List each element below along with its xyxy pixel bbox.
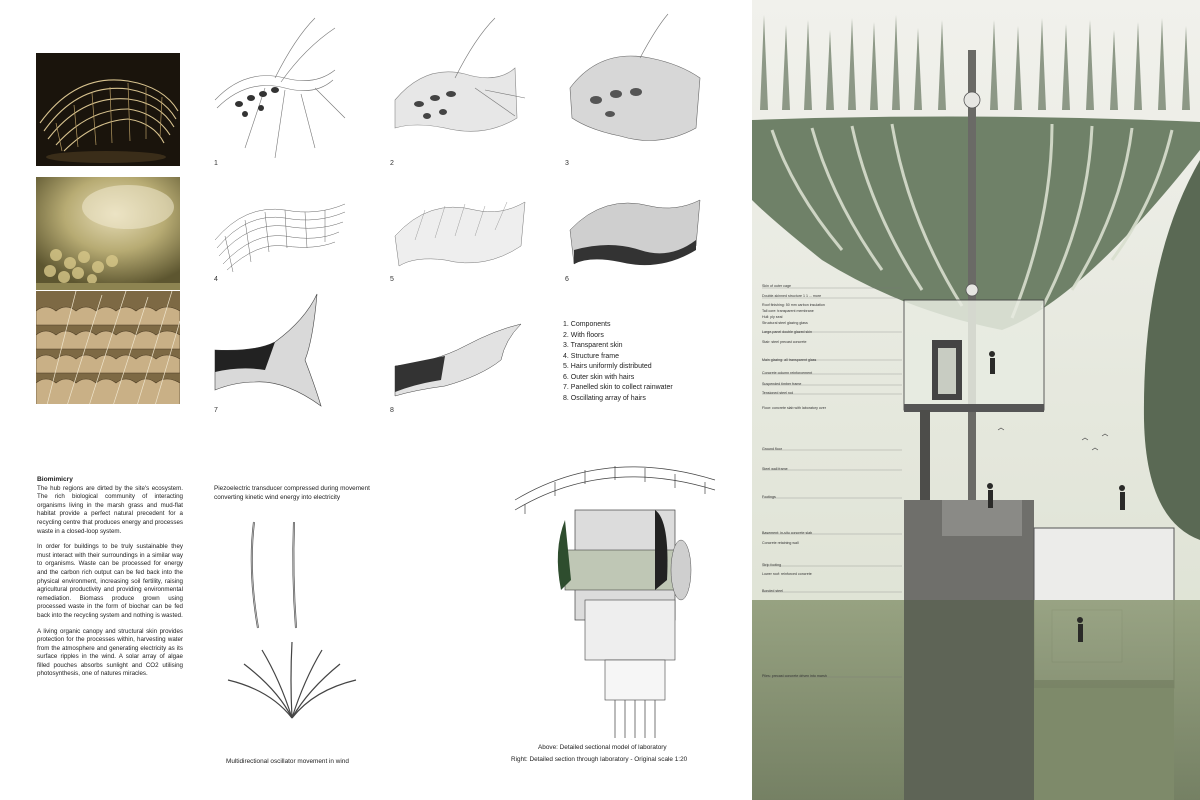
model-caption-right: Right: Detailed section through laboratory - Original scale 1:20 [511, 756, 688, 763]
section-annotation: Basement: in-situ concrete slab [762, 531, 813, 535]
section-annotation: Tensioned steel rod [762, 391, 794, 395]
model-caption-above: Above: Detailed sectional model of laboratory [538, 744, 667, 751]
legend-item: 8. Oscillating array of hairs [563, 394, 646, 402]
laboratory-model-drawing [505, 460, 725, 740]
seed-pod-photo [36, 177, 180, 290]
section-annotation: Strip footing [762, 563, 782, 567]
diagram-number: 7 [214, 407, 218, 414]
diagram-number: 3 [565, 160, 569, 167]
diagram-number: 8 [390, 407, 394, 414]
diagram-number: 5 [390, 276, 394, 283]
section-annotation: Hull: ply seal [762, 315, 783, 319]
section-annotation: Double-skinned structure 1 1 ... more [762, 294, 822, 298]
section-annotation: Piles: precast concrete driven into marsh [762, 674, 827, 678]
biomimicry-paragraph: The hub regions are dirted by the site's ecosystem. The rich biological community of interacting organisms living in the marsh grass and mud-flat habitat provide a perfect natural precedent for a recycling centre that produces energy and processes waste in a closed-loop system. [37, 484, 183, 535]
section-annotation: Large-panel double glazed skin [762, 330, 812, 334]
section-annotation: Footings [762, 495, 776, 499]
oscillator-drawing [222, 640, 362, 720]
section-annotation: Stair: steel precast concrete [762, 340, 807, 344]
diagram-number: 1 [214, 160, 218, 167]
laboratory-section-drawing [752, 0, 1200, 800]
biomimicry-paragraph: A living organic canopy and structural skin provides protection for the processes within, harvesting water from the atmosphere and generating electricity as its surface ripples in the wind. A solar array of algae filled pouches absorbs sunlight and CO2 utilising photosynthesis, one of natures miracles. [37, 627, 183, 678]
biomimicry-text [37, 476, 183, 686]
section-annotation: Suspended timber frame [762, 382, 802, 386]
diagram-number: 4 [214, 276, 218, 283]
section-annotation: Lower roof: reinforced concrete [762, 572, 812, 576]
legend-item: 3. Transparent skin [563, 342, 623, 349]
legend-item: 6. Outer skin with hairs [563, 373, 635, 381]
legend-item: 4. Structure frame [563, 352, 620, 360]
section-annotation: Roof finishing: 50 mm carbon insulation [762, 303, 825, 307]
diagram-legend [563, 320, 673, 404]
legend-item: 7. Panelled skin to collect rainwater [563, 384, 673, 391]
legend-item: 1. Components [563, 321, 611, 328]
section-annotation: Ground floor [762, 447, 782, 451]
diagram-with-floors [385, 8, 535, 158]
section-annotation: Steel wall frame [762, 467, 788, 471]
section-annotation: Concrete retaining wall [762, 541, 799, 545]
scales-hairs-photo [36, 291, 180, 404]
section-annotation: Main glazing: all transparent glass [762, 358, 817, 362]
diagram-outer-skin-hairs [560, 180, 710, 280]
section-annotation: Skin of outer cage [762, 284, 791, 288]
diagram-number: 6 [565, 276, 569, 283]
piezo-hair-drawing [232, 520, 322, 630]
section-annotation: Bonded steel [762, 589, 783, 593]
diagram-oscillating-hairs [385, 300, 535, 410]
oscillator-caption: Multidirectional oscillator movement in wind [226, 758, 349, 765]
legend-item: 5. Hairs uniformly distributed [563, 363, 652, 370]
diagram-structure-frame [205, 180, 355, 280]
section-annotation: Floor: concrete slab with laboratory over [762, 406, 826, 410]
diagram-components [205, 8, 355, 158]
legend-item: 2. With floors [563, 331, 604, 339]
biomimicry-heading: Biomimicry [37, 476, 73, 483]
piezo-caption: Piezoelectric transducer compressed during movement converting kinetic wind energy into electricity [214, 485, 370, 501]
section-annotation: Tall core: transparent membrane [762, 309, 814, 313]
diagram-transparent-skin [560, 8, 710, 158]
diagram-hairs-distributed [385, 180, 535, 280]
biomimicry-paragraph: In order for buildings to be truly sustainable they must interact with their surroundings in a similar way to organisms. Waste can be processed for energy and the carbon rich output can be fed back into the physical environment, increasing soil fertility, raising agricultural productivity and providing environmental remediation. Biomass produce grown using processed waste in the form of biochar can be fed back into the recycling system and nothing is wasted. [37, 543, 183, 619]
canopy-model-photo [36, 53, 180, 166]
section-annotation: Concrete column reinforcement [762, 371, 813, 375]
section-annotation: Structural steel glazing glass [762, 321, 808, 325]
diagram-number: 2 [390, 160, 394, 167]
diagram-panelled-skin [205, 290, 355, 410]
